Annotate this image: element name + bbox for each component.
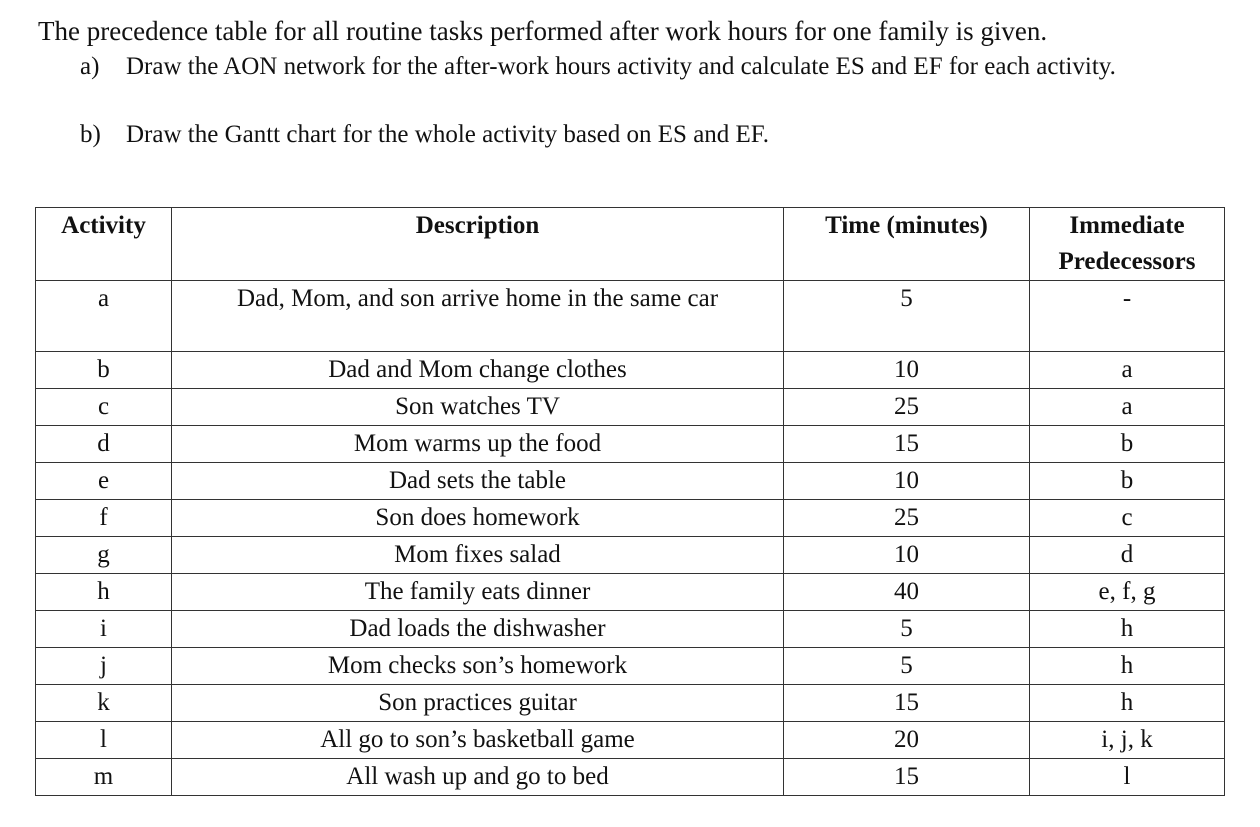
cell-time: 10 xyxy=(784,352,1030,389)
cell-time: 5 xyxy=(784,611,1030,648)
cell-activity: a xyxy=(36,281,172,352)
cell-activity: h xyxy=(36,574,172,611)
cell-time: 40 xyxy=(784,574,1030,611)
cell-predecessors: i, j, k xyxy=(1030,722,1225,759)
cell-description: Mom warms up the food xyxy=(172,426,784,463)
table-row xyxy=(36,611,1225,648)
table-row xyxy=(36,537,1225,574)
cell-description: All wash up and go to bed xyxy=(172,759,784,796)
cell-predecessors: - xyxy=(1030,281,1225,352)
cell-activity: e xyxy=(36,463,172,500)
question-a-text: Draw the AON network for the after-work hours activity and calculate ES and EF for each activity. xyxy=(126,53,1116,80)
cell-time: 20 xyxy=(784,722,1030,759)
cell-activity: j xyxy=(36,648,172,685)
cell-predecessors: a xyxy=(1030,352,1225,389)
cell-activity: f xyxy=(36,500,172,537)
problem-intro: The precedence table for all routine tasks performed after work hours for one family is given. xyxy=(38,16,1048,46)
cell-predecessors: h xyxy=(1030,611,1225,648)
cell-activity: i xyxy=(36,611,172,648)
cell-time: 15 xyxy=(784,426,1030,463)
cell-description: Mom fixes salad xyxy=(172,537,784,574)
question-b-label: b) xyxy=(80,121,101,148)
table-row xyxy=(36,759,1225,796)
cell-time: 25 xyxy=(784,389,1030,426)
table-row xyxy=(36,574,1225,611)
cell-predecessors: h xyxy=(1030,648,1225,685)
table-row xyxy=(36,722,1225,759)
table-row xyxy=(36,389,1225,426)
header-predecessors: Immediate Predecessors xyxy=(1030,208,1225,281)
table-row xyxy=(36,463,1225,500)
cell-predecessors: b xyxy=(1030,463,1225,500)
cell-activity: g xyxy=(36,537,172,574)
table-row xyxy=(36,648,1225,685)
header-activity: Activity xyxy=(36,208,172,281)
question-a-label: a) xyxy=(80,53,100,80)
cell-activity: l xyxy=(36,722,172,759)
cell-description: Dad and Mom change clothes xyxy=(172,352,784,389)
table-header-row xyxy=(36,208,1225,281)
table-row xyxy=(36,426,1225,463)
cell-activity: b xyxy=(36,352,172,389)
cell-predecessors: l xyxy=(1030,759,1225,796)
question-b-text: Draw the Gantt chart for the whole activity based on ES and EF. xyxy=(126,121,769,148)
cell-predecessors: a xyxy=(1030,389,1225,426)
cell-description: All go to son’s basketball game xyxy=(172,722,784,759)
cell-time: 15 xyxy=(784,759,1030,796)
cell-activity: c xyxy=(36,389,172,426)
cell-predecessors: b xyxy=(1030,426,1225,463)
cell-time: 5 xyxy=(784,648,1030,685)
cell-predecessors: c xyxy=(1030,500,1225,537)
cell-activity: d xyxy=(36,426,172,463)
cell-time: 25 xyxy=(784,500,1030,537)
cell-description: Dad, Mom, and son arrive home in the same car xyxy=(172,281,784,352)
cell-time: 5 xyxy=(784,281,1030,352)
header-time: Time (minutes) xyxy=(784,208,1030,281)
cell-activity: m xyxy=(36,759,172,796)
header-description: Description xyxy=(172,208,784,281)
cell-predecessors: d xyxy=(1030,537,1225,574)
table-row xyxy=(36,281,1225,352)
cell-description: Dad sets the table xyxy=(172,463,784,500)
cell-predecessors: h xyxy=(1030,685,1225,722)
cell-description: Mom checks son’s homework xyxy=(172,648,784,685)
cell-description: Son does homework xyxy=(172,500,784,537)
table-row xyxy=(36,352,1225,389)
table-row xyxy=(36,685,1225,722)
cell-description: The family eats dinner xyxy=(172,574,784,611)
cell-time: 10 xyxy=(784,463,1030,500)
precedence-table xyxy=(35,207,1225,796)
cell-predecessors: e, f, g xyxy=(1030,574,1225,611)
cell-description: Dad loads the dishwasher xyxy=(172,611,784,648)
cell-description: Son practices guitar xyxy=(172,685,784,722)
cell-time: 15 xyxy=(784,685,1030,722)
cell-time: 10 xyxy=(784,537,1030,574)
cell-activity: k xyxy=(36,685,172,722)
table-row xyxy=(36,500,1225,537)
cell-description: Son watches TV xyxy=(172,389,784,426)
